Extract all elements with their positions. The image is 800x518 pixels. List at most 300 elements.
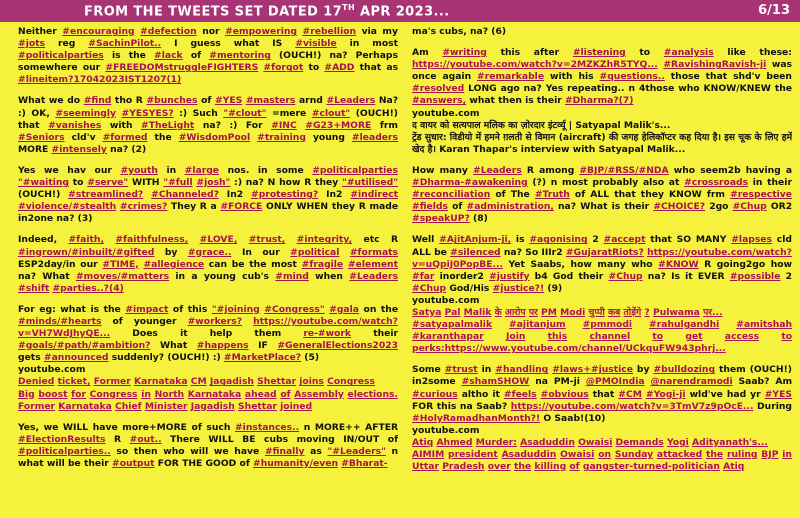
hashtag[interactable]: #large [184,164,220,176]
hashtag[interactable]: #fields [412,201,448,213]
hashtag[interactable]: #jots [18,38,46,50]
link-preview-text[interactable]: in [782,449,792,460]
word: their [83,458,109,469]
hashtag[interactable]: #YES [214,95,243,107]
link-preview-text[interactable]: #pmmodi [582,319,633,331]
hashtag[interactable]: "#Leaders" [327,445,386,457]
hashtag[interactable]: #trust, [248,234,286,246]
youtube-link[interactable]: https://youtube.com/watch?v=uQpiJ0PopBE... [412,246,792,270]
link-preview-text[interactable]: AIMIM [412,449,445,460]
hashtag[interactable]: #bulldozing [653,364,716,376]
hashtag[interactable]: #Channeled? [151,189,219,201]
link-preview-text[interactable]: killing [534,461,567,473]
hashtag[interactable]: #parties..?(4) [52,282,124,294]
hashtag[interactable]: #integrity, [296,234,353,246]
link-preview-text[interactable]: पर... [703,306,723,318]
hashtag[interactable]: "#full [163,177,193,189]
link-preview-text[interactable]: पर [528,306,538,318]
hashtag[interactable]: #indirect [350,189,398,201]
link-preview-text[interactable]: joins [299,376,324,388]
word: interview [520,143,570,155]
hashtag[interactable]: #laws+#justice [552,364,633,376]
hashtag[interactable]: #politicalparties [312,164,398,176]
hashtag[interactable]: @narendramodi [650,376,733,388]
word: the [774,83,792,95]
link-preview-text[interactable]: Denied [18,376,55,388]
link-preview-text[interactable]: elections. [347,388,398,400]
hashtag[interactable]: #reconciliation [412,189,491,201]
link-preview-text[interactable]: Jagadish [209,376,254,388]
hashtag[interactable]: #Dharma?(7) [564,95,634,107]
link-preview-text[interactable]: Pradesh [442,461,485,473]
hashtag[interactable]: #finally [264,445,305,457]
link-preview-text[interactable]: Malik [463,306,492,318]
word: my [382,26,398,37]
link-preview-text[interactable]: Former [93,376,131,388]
youtube-link[interactable]: https://youtube.com/watch?v=2MZKZhR5TYQ... [412,59,658,71]
hashtag[interactable]: #speakUP? [412,213,470,225]
word: these: [759,47,792,59]
title-suffix: APR 2023... [355,4,450,20]
link-preview-text[interactable]: Shettar [238,400,277,412]
hashtag[interactable]: #CHOICE? [653,201,706,213]
hashtag[interactable]: #remarkable [477,71,545,83]
hashtag[interactable]: #out.. [129,433,162,445]
hashtag[interactable]: #formed [102,131,148,143]
hashtag[interactable]: #Truth [534,189,570,201]
hashtag[interactable]: #mentoring [209,50,271,62]
hashtag[interactable]: #justify [489,270,530,282]
hashtag[interactable]: #political [290,246,340,258]
word: in [175,270,186,282]
link-preview-text[interactable]: on [598,449,612,460]
word: we [44,164,59,176]
link-preview-text[interactable]: के [494,306,502,318]
word: सत्यपाल [452,119,481,131]
word: b4 [534,270,548,282]
hashtag[interactable]: #lapses [731,234,773,246]
hashtag[interactable]: #administration, [466,201,554,213]
hashtag[interactable]: #protesting? [251,189,319,201]
hashtag[interactable]: #analysis [663,47,714,59]
hashtag[interactable]: #masters [245,95,296,107]
link-preview-text[interactable]: Karnataka [58,400,112,412]
word: लिए [764,131,779,143]
hashtag[interactable]: #RavishingRavish-ji [663,59,767,71]
hashtag[interactable]: #writing [442,47,487,59]
hashtag[interactable]: #BJP/#RSS/#NDA [579,164,669,176]
hashtag[interactable]: #bunches [146,95,198,107]
hashtag[interactable]: #GujaratRiots? [565,246,644,258]
word: our [82,62,101,74]
link-preview-text[interactable]: #satyapalmalik [412,319,493,331]
hashtag[interactable]: #fragile [301,258,344,270]
hashtag[interactable]: #Yogi-ji [645,388,686,400]
hashtag[interactable]: #Dharma-#awakening [412,177,528,189]
link-preview-text[interactable]: over [487,461,511,473]
hashtag[interactable]: #Congress" [264,303,325,315]
hashtag[interactable]: "#joining [211,303,260,315]
hashtag[interactable]: #ingrown/#inbuilt/#gifted [18,246,155,258]
link-preview-text[interactable]: boost [38,388,68,400]
hashtag[interactable]: #goals/#path/#ambition? [18,340,151,352]
hashtag[interactable]: #training [257,131,306,143]
link-preview-text[interactable]: Modi [560,306,586,318]
link-preview-text[interactable]: Karnataka [187,388,242,400]
hashtag[interactable]: #YES [764,388,792,400]
word: OK, [31,107,50,119]
word: (aircraft) [558,131,606,143]
hashtag[interactable]: #TheLight [141,119,195,131]
link-preview-text[interactable]: Owaisi [578,436,613,448]
link-preview-text[interactable]: Minister [144,400,188,412]
word: na? [110,143,129,155]
link-preview-text[interactable]: Big [18,388,35,400]
word: ALL [412,246,431,258]
word: in2some [412,376,456,388]
hashtag[interactable]: #grace.. [187,246,232,258]
word: then [133,445,158,457]
hashtag[interactable]: #impact [125,303,169,315]
word: cld'v [71,131,96,143]
hashtag[interactable]: #empowering [225,26,297,37]
hashtag[interactable]: #MarketPlace? [223,352,302,364]
link-preview-text[interactable]: Join [505,331,526,343]
word: those [670,71,700,83]
hashtag[interactable]: #politicalparties.. [18,445,111,457]
link-preview-text[interactable]: Yogi [666,436,689,448]
hashtag[interactable]: #element [347,258,398,270]
hashtag[interactable]: #lineitem?17042023IST1207(1) [18,74,182,86]
word: what [18,458,44,469]
hashtag[interactable]: #Chup [608,270,643,282]
page-number: 6/13 [758,3,790,18]
hashtag[interactable]: #Seniors [18,131,65,143]
link-preview-text[interactable]: कब [607,306,621,318]
word: IN/OUT [343,433,380,445]
hashtag[interactable]: #humanity/even [253,458,339,469]
hashtag[interactable]: #happens [196,340,249,352]
hashtag[interactable]: #ElectionResults [18,433,106,445]
word: of [452,201,463,213]
word: (OUCH!) [355,107,398,119]
word: What [42,270,70,282]
word: Karan [439,143,470,155]
link-preview-text[interactable]: ticket, [57,376,91,388]
youtube-link[interactable]: https://youtube.com/watch?v=3TmV7z9pOcE... [510,400,754,412]
link-preview-text[interactable]: Ahmed [436,436,473,448]
word: R [304,177,312,189]
link-preview-text[interactable]: president [448,449,498,460]
hashtag[interactable]: #answers, [412,95,467,107]
link-preview-text[interactable]: Congress [89,388,138,400]
word: do [67,95,81,107]
hashtag[interactable]: #crossroads [684,177,749,189]
word: who [631,258,653,270]
word: For [245,119,263,131]
hashtag[interactable]: @PMOIndia [585,376,645,388]
hashtag[interactable]: #instances.. [234,421,300,433]
link-preview-text[interactable]: get [685,331,703,343]
hashtag[interactable]: #HolyRamadhanMonth?! [412,412,541,424]
hashtag[interactable]: #josh" [196,177,231,189]
hashtag[interactable]: "#utilised" [342,177,398,189]
hashtag[interactable]: #G23+MORE [305,119,372,131]
hashtag[interactable]: #far [412,270,435,282]
hashtag[interactable]: #possible [729,270,781,282]
hashtag[interactable]: #politicalparties [18,50,104,62]
link-preview-text[interactable]: access [724,331,760,343]
word: can [208,258,227,270]
word: youtube.com [412,424,480,436]
link-preview-text[interactable]: Karnataka [134,376,188,388]
hashtag[interactable]: #workers? [187,315,243,327]
hashtag[interactable]: #Chup [412,282,447,294]
word: Yes [545,83,564,95]
hashtag[interactable]: #allegience [143,258,205,270]
hashtag[interactable]: #agonising [529,234,588,246]
hashtag[interactable]: #mind [275,270,309,282]
word: Malik... [647,143,686,155]
link-preview-text[interactable]: Jagadish [190,400,235,412]
link-preview-text[interactable]: Asaduddin [501,449,557,460]
word: Na? [378,95,398,107]
word: During [757,400,792,412]
link-preview-text[interactable]: Chief [115,400,142,412]
link-preview-text[interactable]: #rahulgandhi [649,319,720,331]
word: FOR [157,458,179,469]
hashtag[interactable]: "#waiting [18,177,69,189]
hashtag[interactable]: #WisdomPool [178,131,251,143]
word: eg: [39,303,56,315]
word: that [705,71,728,83]
hashtag[interactable]: #KNOW [658,258,699,270]
link-preview-text[interactable]: Former [18,400,56,412]
link-preview-text[interactable]: Assembly [294,388,344,400]
link-preview-text[interactable]: North [154,388,185,400]
hashtag[interactable]: #output [112,458,155,469]
hashtag[interactable]: #Leaders [326,95,376,107]
link-preview-text[interactable]: ahead [244,388,277,400]
link-preview-text[interactable]: CM [190,376,207,388]
hashtag[interactable]: #shift [18,282,50,294]
hashtag[interactable]: #shamSHOW [461,376,530,388]
link-preview-text[interactable]: Sunday [614,449,654,460]
hashtag[interactable]: #youth [120,164,158,176]
hashtag[interactable]: #encouraging [62,26,135,37]
word: it [685,270,693,282]
word: it [180,328,188,340]
hashtag[interactable]: #ADD [324,62,355,74]
hashtag[interactable]: #Bharat- [341,458,388,469]
link-preview-text[interactable]: Asaduddin [520,436,575,448]
word: ग़लती [503,131,523,143]
hashtag[interactable]: #minds/#hearts [18,315,102,327]
link-preview-text[interactable]: तोड़ेंगे [623,306,642,318]
link-preview-text[interactable]: channel [589,331,631,343]
hashtag[interactable]: #leaders [351,131,398,143]
youtube-link[interactable]: https://youtube.com/watch?v=VH7WdJhyQE... [18,315,398,340]
word: (OUCH!) [278,50,322,62]
hashtag[interactable]: #find [83,95,112,107]
hashtag[interactable]: #SachinPilot.. [88,38,162,50]
word: it [492,388,500,400]
word: who [673,164,696,176]
hashtag[interactable]: #LOVE, [199,234,238,246]
hashtag[interactable]: #respective [730,189,792,201]
word: among [539,164,575,176]
hashtag[interactable]: #moves/#matters [75,270,170,282]
hashtag[interactable]: #Leaders [349,270,398,282]
word: na? [202,119,221,131]
link-preview-text[interactable]: perks:https://www.youtube.com/channel/UCkquFW943phrj... [412,343,726,355]
link-preview-text[interactable]: ? [644,306,650,318]
word: is [515,234,525,246]
word: been [766,71,792,83]
link-preview-text[interactable]: Murder: [475,436,517,448]
hashtag[interactable]: #announced [43,352,109,364]
link-preview-text[interactable]: of [569,461,580,473]
link-preview-text[interactable]: #amitshah [736,319,792,331]
hashtag[interactable]: #resolved [412,83,465,95]
word: KNOW/KNEW [703,83,771,95]
link-preview-text[interactable]: to [652,331,664,343]
hashtag[interactable]: #forgot [263,62,304,74]
link-preview-text[interactable]: Pulwama [652,306,700,318]
word: to [639,47,651,59]
link-preview-text[interactable]: Atiq [412,436,434,448]
hashtag[interactable]: #questions.. [599,71,665,83]
hashtag[interactable]: #faithfulness, [115,234,189,246]
word: What [580,201,608,213]
hashtag[interactable]: #seemingly [55,107,116,119]
word: 2 [785,270,792,282]
link-preview-text[interactable]: the [706,449,724,460]
link-preview-text[interactable]: joined [280,400,313,412]
word: some [276,164,304,176]
hashtag[interactable]: #listening [572,47,626,59]
link-preview-text[interactable]: the [513,461,532,473]
hashtag[interactable]: #FREEDOMstruggleFIGHTERS [105,62,259,74]
link-preview-text[interactable]: Shettar [257,376,297,388]
hashtag[interactable]: #YESYES? [121,107,174,119]
link-preview-text[interactable]: Uttar [412,461,439,473]
link-preview-text[interactable]: to [781,331,792,343]
word: R [135,95,143,107]
hashtag[interactable]: #GeneralElections2023 [277,340,398,352]
link-preview-text[interactable]: gangster-turned-politician [582,461,720,473]
hashtag[interactable]: #trust [444,364,478,376]
link-preview-text[interactable]: आरोप [504,306,526,318]
word: (2) [131,143,147,155]
link-preview-text[interactable]: Demands [615,436,664,448]
link-preview-text[interactable]: Owaisi [560,449,595,460]
link-preview-text[interactable]: Pal [444,306,461,318]
word: na [535,376,548,388]
word: There [170,433,200,445]
link-preview-text[interactable]: of [280,388,291,400]
word: से [525,131,532,143]
hashtag[interactable]: #justice?! [492,282,545,294]
word: विमान [534,131,556,143]
word: altho [461,388,489,400]
hashtag[interactable]: #intensely [51,143,107,155]
hashtag[interactable]: #Leaders [473,164,522,176]
hashtag[interactable]: #accept [603,234,646,246]
link-preview-text[interactable]: attacked [656,449,703,460]
hashtag[interactable]: #faith, [68,234,104,246]
word: in [166,164,177,176]
hashtag[interactable]: #serve" [87,177,129,189]
link-preview-text[interactable]: in [141,388,151,400]
link-preview-text[interactable]: BJP [761,449,779,460]
word: Neither [18,26,57,37]
hashtag[interactable]: #curious [412,388,458,400]
hashtag[interactable]: #handling [495,364,549,376]
hashtag[interactable]: #gala [329,303,359,315]
word: this [436,400,457,412]
hashtag[interactable]: "#clout" [223,107,267,119]
word: cubs [264,433,289,445]
word: SO [676,234,692,246]
link-preview-text[interactable]: Satya [412,306,442,318]
word: वायर [420,119,437,131]
word: of [387,433,398,445]
tweet-attachment-line [412,437,792,449]
link-preview-text[interactable]: #karanthapar [412,331,484,343]
tweet-attachment-line [412,120,792,132]
link-preview-text[interactable]: for [71,388,86,400]
hashtag[interactable]: #clout" [311,107,351,119]
hashtag[interactable]: #streamlined? [68,189,144,201]
word: seem2b [700,164,741,176]
hashtag[interactable]: #formats [349,246,398,258]
word: OR2 [770,201,792,213]
hashtag[interactable]: #crimes? [119,201,168,213]
hashtag[interactable]: #AjitAnjum-ji, [439,234,512,246]
hashtag[interactable]: #obvious [540,388,589,400]
hashtag[interactable]: #defection [140,26,197,37]
link-preview-text[interactable]: #ajitanjum [509,319,566,331]
word: a [210,201,217,213]
hashtag[interactable]: #rebellion [302,26,357,37]
hashtag[interactable]: #vanishes [48,119,102,131]
hashtag[interactable]: #feels [503,388,537,400]
word: O [543,412,552,424]
link-preview-text[interactable]: Atiq [723,461,745,473]
hashtag[interactable]: #silenced [450,246,501,258]
link-preview-text[interactable]: this [547,331,568,343]
link-preview-text[interactable]: Congress [327,376,375,388]
hashtag[interactable]: #violence/#stealth [18,201,117,213]
link-preview-text[interactable]: चुप्पी [588,306,605,318]
hashtag[interactable]: #CM [618,388,642,400]
hashtag[interactable]: #visible [295,38,337,50]
hashtag[interactable]: re-#work [303,328,352,340]
hashtag[interactable]: #lack [154,50,183,62]
link-preview-text[interactable]: PM [541,306,557,318]
word: na? [523,83,542,95]
hashtag[interactable]: #TIME, [102,258,139,270]
link-preview-text[interactable]: ruling [726,449,758,460]
word: The [510,189,530,201]
word: Saab!(10) [554,412,606,424]
word: how [570,258,592,270]
link-preview-text[interactable]: Adityanath's... [692,436,768,448]
hashtag[interactable]: #Chup [732,201,767,213]
hashtag[interactable]: #INC [271,119,297,131]
hashtag[interactable]: #FORCE [220,201,263,213]
